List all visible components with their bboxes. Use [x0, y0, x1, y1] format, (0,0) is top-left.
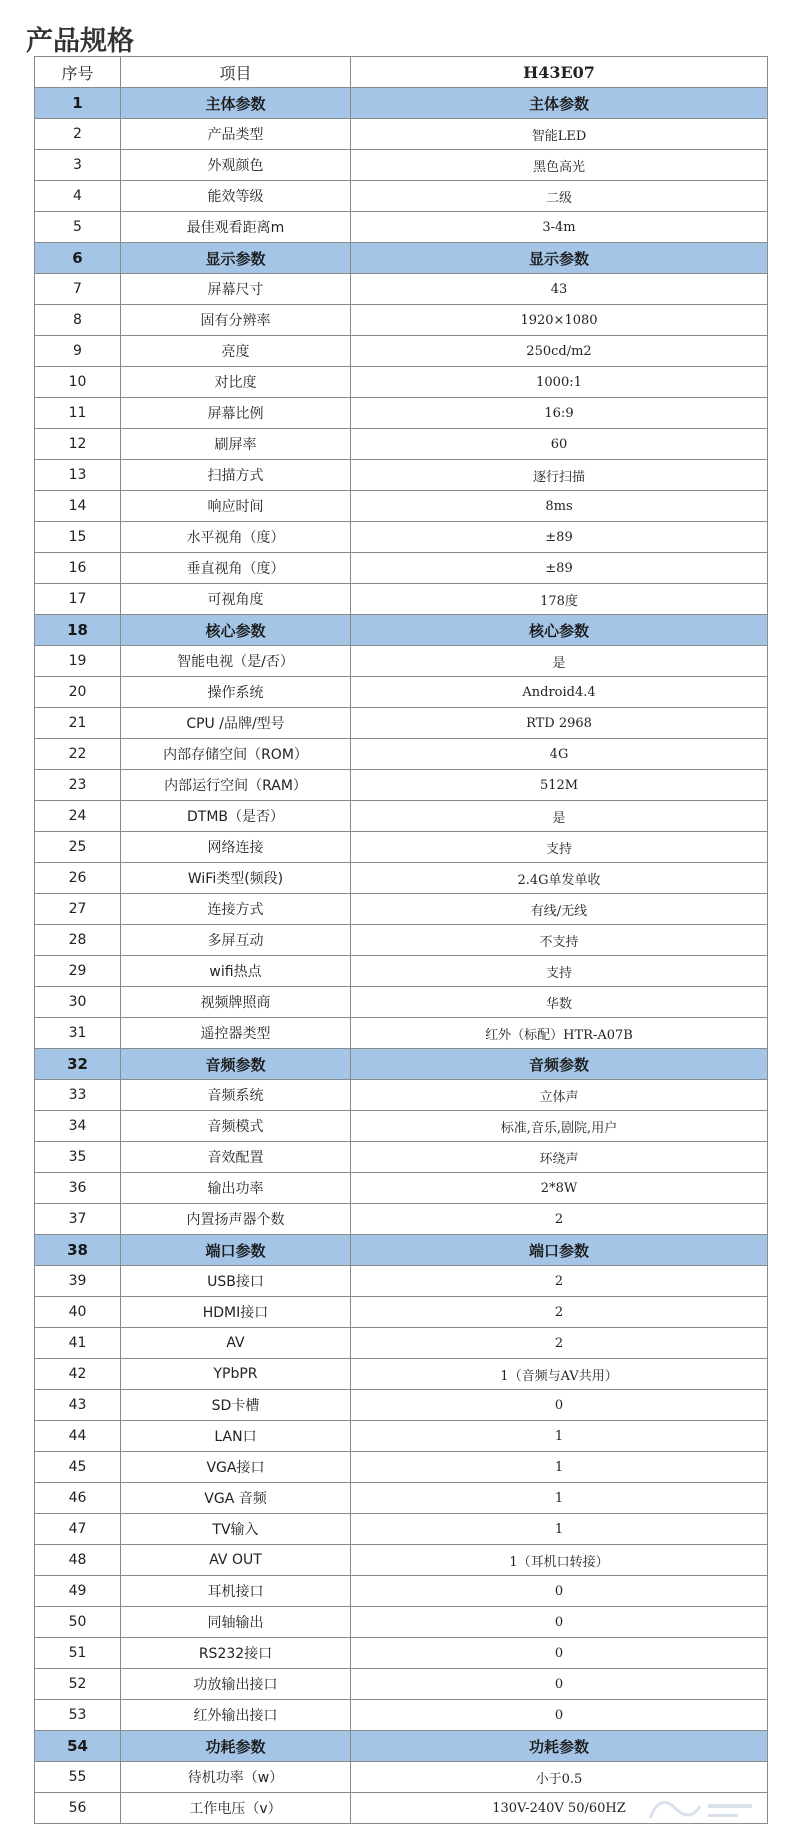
row-item: WiFi类型(频段) [121, 863, 351, 894]
row-number: 30 [35, 987, 121, 1018]
row-value: 0 [351, 1669, 768, 1700]
row-item: 网络连接 [121, 832, 351, 863]
row-number: 8 [35, 305, 121, 336]
row-value: ±89 [351, 522, 768, 553]
row-number: 23 [35, 770, 121, 801]
row-item: AV OUT [121, 1545, 351, 1576]
table-row [35, 956, 768, 987]
row-value: 支持 [351, 956, 768, 987]
row-number: 37 [35, 1204, 121, 1235]
table-row [35, 708, 768, 739]
row-item: CPU /品牌/型号 [121, 708, 351, 739]
row-item: VGA 音频 [121, 1483, 351, 1514]
table-row [35, 150, 768, 181]
row-value: 250cd/m2 [351, 336, 768, 367]
row-value: 16:9 [351, 398, 768, 429]
row-number: 15 [35, 522, 121, 553]
table-row [35, 336, 768, 367]
row-number: 26 [35, 863, 121, 894]
row-value: 显示参数 [351, 243, 768, 274]
row-value: 1000:1 [351, 367, 768, 398]
row-item: USB接口 [121, 1266, 351, 1297]
row-number: 35 [35, 1142, 121, 1173]
row-value: 逐行扫描 [351, 460, 768, 491]
table-row [35, 1297, 768, 1328]
header-item: 项目 [121, 57, 351, 88]
row-item: 响应时间 [121, 491, 351, 522]
row-item: 功放输出接口 [121, 1669, 351, 1700]
row-value: 智能LED [351, 119, 768, 150]
row-value: 华数 [351, 987, 768, 1018]
row-item: 红外输出接口 [121, 1700, 351, 1731]
table-row [35, 1142, 768, 1173]
row-item: 工作电压（v） [121, 1793, 351, 1824]
row-item: 智能电视（是/否） [121, 646, 351, 677]
row-value: 4G [351, 739, 768, 770]
row-item: 刷屏率 [121, 429, 351, 460]
row-item: AV [121, 1328, 351, 1359]
row-number: 24 [35, 801, 121, 832]
row-item: 端口参数 [121, 1235, 351, 1266]
table-row [35, 305, 768, 336]
row-item: DTMB（是否） [121, 801, 351, 832]
row-item: 水平视角（度） [121, 522, 351, 553]
row-item: 遥控器类型 [121, 1018, 351, 1049]
table-row [35, 398, 768, 429]
row-number: 14 [35, 491, 121, 522]
row-number: 11 [35, 398, 121, 429]
row-value: 0 [351, 1576, 768, 1607]
row-number: 10 [35, 367, 121, 398]
table-row [35, 1607, 768, 1638]
row-item: 屏幕比例 [121, 398, 351, 429]
row-value: 端口参数 [351, 1235, 768, 1266]
row-number: 51 [35, 1638, 121, 1669]
row-item: 输出功率 [121, 1173, 351, 1204]
row-item: 主体参数 [121, 88, 351, 119]
row-item: RS232接口 [121, 1638, 351, 1669]
row-item: 亮度 [121, 336, 351, 367]
row-value: 3-4m [351, 212, 768, 243]
table-row [35, 1266, 768, 1297]
row-number: 42 [35, 1359, 121, 1390]
row-value: 130V-240V 50/60HZ [351, 1793, 768, 1824]
page-title: 产品规格 [26, 26, 134, 57]
row-number: 9 [35, 336, 121, 367]
row-number: 22 [35, 739, 121, 770]
row-value: 0 [351, 1390, 768, 1421]
row-item: 垂直视角（度） [121, 553, 351, 584]
table-row [35, 1080, 768, 1111]
table-row [35, 1421, 768, 1452]
row-number: 3 [35, 150, 121, 181]
row-item: 内置扬声器个数 [121, 1204, 351, 1235]
row-value: 1920×1080 [351, 305, 768, 336]
section-row [35, 1049, 768, 1080]
table-row [35, 1669, 768, 1700]
row-item: 多屏互动 [121, 925, 351, 956]
row-item: 产品类型 [121, 119, 351, 150]
row-value: 1 [351, 1452, 768, 1483]
row-number: 7 [35, 274, 121, 305]
row-number: 17 [35, 584, 121, 615]
row-value: 红外（标配）HTR-A07B [351, 1018, 768, 1049]
row-item: 内部存储空间（ROM） [121, 739, 351, 770]
row-number: 50 [35, 1607, 121, 1638]
row-number: 21 [35, 708, 121, 739]
table-row [35, 212, 768, 243]
table-row [35, 1483, 768, 1514]
row-item: LAN口 [121, 1421, 351, 1452]
row-number: 46 [35, 1483, 121, 1514]
table-row [35, 770, 768, 801]
row-value: 主体参数 [351, 88, 768, 119]
row-item: 显示参数 [121, 243, 351, 274]
row-item: 音频系统 [121, 1080, 351, 1111]
table-row [35, 987, 768, 1018]
table-row [35, 429, 768, 460]
table-row [35, 274, 768, 305]
table-row [35, 1452, 768, 1483]
row-value: 1 [351, 1483, 768, 1514]
table-row [35, 181, 768, 212]
row-number: 4 [35, 181, 121, 212]
row-item: 可视角度 [121, 584, 351, 615]
row-value: 2 [351, 1266, 768, 1297]
row-value: 1（音频与AV共用） [351, 1359, 768, 1390]
row-number: 27 [35, 894, 121, 925]
table-row [35, 646, 768, 677]
row-number: 54 [35, 1731, 121, 1762]
row-item: 内部运行空间（RAM） [121, 770, 351, 801]
row-value: 2 [351, 1328, 768, 1359]
row-value: 核心参数 [351, 615, 768, 646]
table-row [35, 367, 768, 398]
header-row [35, 57, 768, 88]
table-row [35, 522, 768, 553]
row-item: 核心参数 [121, 615, 351, 646]
row-number: 38 [35, 1235, 121, 1266]
row-number: 40 [35, 1297, 121, 1328]
table-row [35, 1111, 768, 1142]
row-item: 连接方式 [121, 894, 351, 925]
row-value: 43 [351, 274, 768, 305]
table-row [35, 584, 768, 615]
row-value: 8ms [351, 491, 768, 522]
row-item: VGA接口 [121, 1452, 351, 1483]
row-number: 28 [35, 925, 121, 956]
row-number: 1 [35, 88, 121, 119]
row-value: 二级 [351, 181, 768, 212]
row-value: 1 [351, 1421, 768, 1452]
row-value: 0 [351, 1607, 768, 1638]
table-row [35, 1700, 768, 1731]
row-item: 扫描方式 [121, 460, 351, 491]
row-number: 12 [35, 429, 121, 460]
row-value: 支持 [351, 832, 768, 863]
table-row [35, 1359, 768, 1390]
table-row [35, 1514, 768, 1545]
row-number: 29 [35, 956, 121, 987]
row-number: 45 [35, 1452, 121, 1483]
row-number: 6 [35, 243, 121, 274]
row-value: 是 [351, 646, 768, 677]
row-number: 52 [35, 1669, 121, 1700]
row-number: 19 [35, 646, 121, 677]
header-model: H43E07 [351, 57, 768, 88]
row-number: 32 [35, 1049, 121, 1080]
section-row [35, 1235, 768, 1266]
table-row [35, 1390, 768, 1421]
table-row [35, 1173, 768, 1204]
row-value: 1 [351, 1514, 768, 1545]
row-number: 39 [35, 1266, 121, 1297]
table-row [35, 863, 768, 894]
section-row [35, 1731, 768, 1762]
section-row [35, 615, 768, 646]
row-number: 43 [35, 1390, 121, 1421]
row-value: 小于0.5 [351, 1762, 768, 1793]
row-value: 不支持 [351, 925, 768, 956]
row-item: 最佳观看距离m [121, 212, 351, 243]
row-value: 环绕声 [351, 1142, 768, 1173]
header-no: 序号 [35, 57, 121, 88]
row-value: 功耗参数 [351, 1731, 768, 1762]
row-number: 53 [35, 1700, 121, 1731]
row-number: 49 [35, 1576, 121, 1607]
row-value: 60 [351, 429, 768, 460]
table-row [35, 739, 768, 770]
row-value: Android4.4 [351, 677, 768, 708]
table-row [35, 925, 768, 956]
row-item: 屏幕尺寸 [121, 274, 351, 305]
table-row [35, 1638, 768, 1669]
row-item: 视频牌照商 [121, 987, 351, 1018]
row-value: 1（耳机口转接） [351, 1545, 768, 1576]
row-value: 2 [351, 1297, 768, 1328]
row-item: 音频参数 [121, 1049, 351, 1080]
row-number: 5 [35, 212, 121, 243]
row-item: SD卡槽 [121, 1390, 351, 1421]
row-item: 音频模式 [121, 1111, 351, 1142]
table-row [35, 1018, 768, 1049]
row-number: 2 [35, 119, 121, 150]
row-value: 2*8W [351, 1173, 768, 1204]
row-value: 2 [351, 1204, 768, 1235]
row-item: 耳机接口 [121, 1576, 351, 1607]
row-value: 0 [351, 1638, 768, 1669]
table-row [35, 894, 768, 925]
row-number: 41 [35, 1328, 121, 1359]
row-number: 31 [35, 1018, 121, 1049]
row-number: 56 [35, 1793, 121, 1824]
row-item: 固有分辨率 [121, 305, 351, 336]
row-item: 能效等级 [121, 181, 351, 212]
table-row [35, 1328, 768, 1359]
row-value: ±89 [351, 553, 768, 584]
row-value: 0 [351, 1700, 768, 1731]
section-row [35, 88, 768, 119]
spec-table-body [35, 88, 768, 1824]
table-row [35, 553, 768, 584]
table-row [35, 460, 768, 491]
row-number: 34 [35, 1111, 121, 1142]
row-value: 立体声 [351, 1080, 768, 1111]
table-row [35, 1204, 768, 1235]
table-row [35, 1545, 768, 1576]
row-number: 36 [35, 1173, 121, 1204]
row-item: 对比度 [121, 367, 351, 398]
row-item: 待机功率（w） [121, 1762, 351, 1793]
row-item: 外观颜色 [121, 150, 351, 181]
table-row [35, 119, 768, 150]
row-value: 有线/无线 [351, 894, 768, 925]
row-value: 512M [351, 770, 768, 801]
row-value: 是 [351, 801, 768, 832]
row-item: wifi热点 [121, 956, 351, 987]
row-number: 55 [35, 1762, 121, 1793]
row-item: 操作系统 [121, 677, 351, 708]
row-number: 48 [35, 1545, 121, 1576]
table-row [35, 801, 768, 832]
spec-table [34, 56, 768, 1824]
row-value: 音频参数 [351, 1049, 768, 1080]
row-value: 标准,音乐,剧院,用户 [351, 1111, 768, 1142]
row-number: 44 [35, 1421, 121, 1452]
row-number: 47 [35, 1514, 121, 1545]
table-row [35, 491, 768, 522]
row-number: 25 [35, 832, 121, 863]
row-number: 33 [35, 1080, 121, 1111]
row-number: 18 [35, 615, 121, 646]
section-row [35, 243, 768, 274]
row-item: HDMI接口 [121, 1297, 351, 1328]
table-row [35, 1576, 768, 1607]
row-value: 黑色高光 [351, 150, 768, 181]
row-item: TV输入 [121, 1514, 351, 1545]
row-value: RTD 2968 [351, 708, 768, 739]
row-number: 20 [35, 677, 121, 708]
row-value: 178度 [351, 584, 768, 615]
table-row [35, 677, 768, 708]
row-item: 功耗参数 [121, 1731, 351, 1762]
row-number: 16 [35, 553, 121, 584]
row-item: 同轴输出 [121, 1607, 351, 1638]
row-item: YPbPR [121, 1359, 351, 1390]
row-item: 音效配置 [121, 1142, 351, 1173]
table-row [35, 832, 768, 863]
row-number: 13 [35, 460, 121, 491]
row-value: 2.4G单发单收 [351, 863, 768, 894]
watermark-logo-icon [640, 1788, 760, 1828]
